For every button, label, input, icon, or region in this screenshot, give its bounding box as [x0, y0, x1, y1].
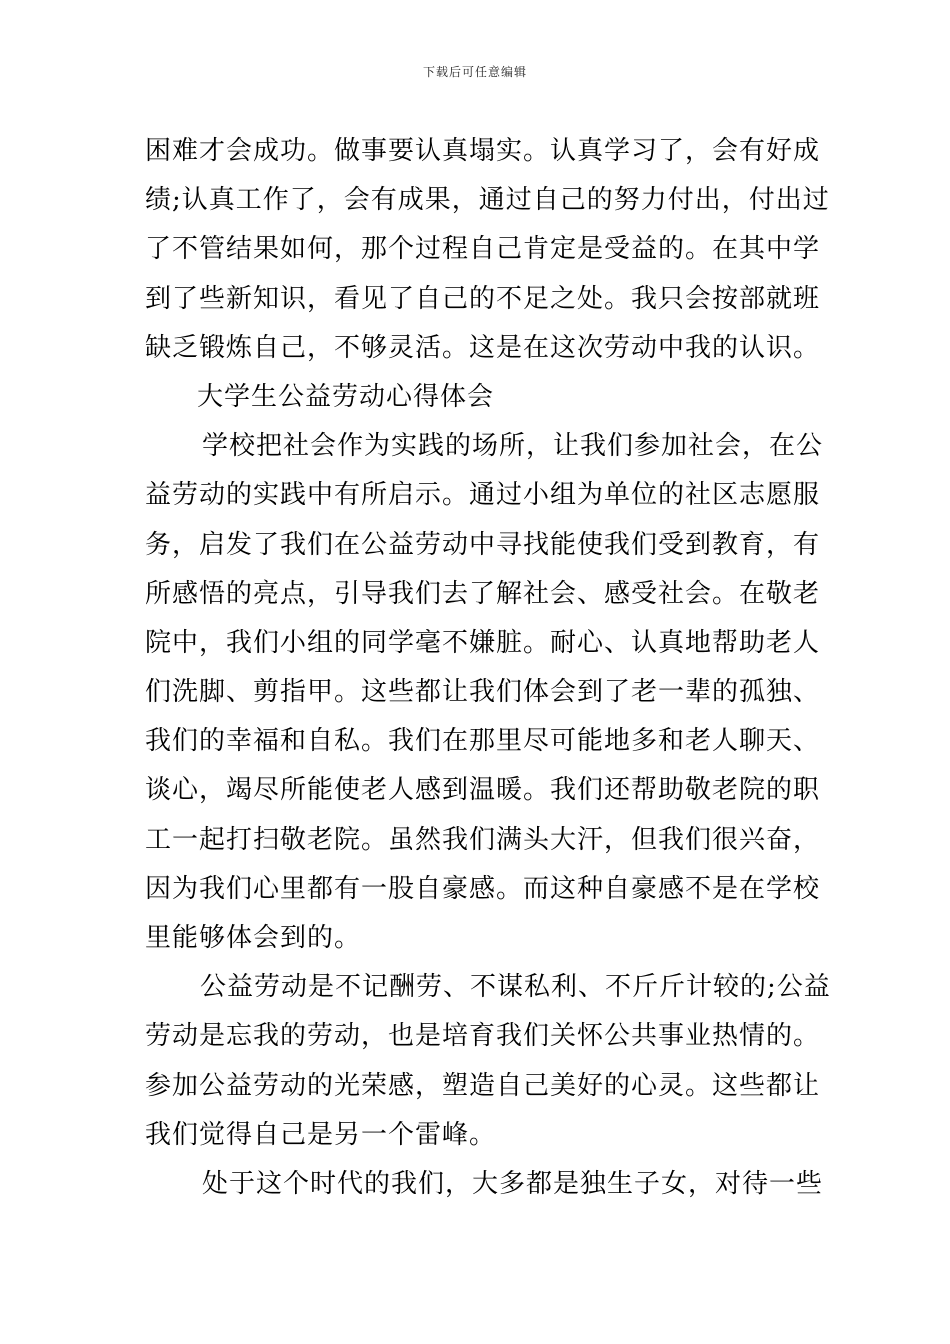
text-line: 们洗脚、剪指甲。这些都让我们体会到了老一辈的孤独、 — [145, 677, 821, 708]
text-line: 工一起打扫敬老院。虽然我们满头大汗，但我们很兴奋， — [145, 824, 821, 855]
text-line: 务，启发了我们在公益劳动中寻找能使我们受到教育，有 — [145, 529, 821, 560]
text-line: 了不管结果如何，那个过程自己肯定是受益的。在其中学 — [145, 234, 821, 265]
text-line: 因为我们心里都有一股自豪感。而这种自豪感不是在学校 — [145, 873, 821, 904]
text-line: 我们觉得自己是另一个雷峰。 — [145, 1119, 497, 1150]
text-line: 公益劳动是不记酬劳、不谋私利、不斤斤计较的;公益 — [200, 972, 831, 1003]
text-line: 所感悟的亮点，引导我们去了解社会、感受社会。在敬老 — [145, 578, 821, 609]
text-line: 困难才会成功。做事要认真塌实。认真学习了，会有好成 — [145, 136, 821, 166]
text-line: 到了些新知识，看见了自己的不足之处。我只会按部就班 — [145, 283, 821, 314]
text-line: 里能够体会到的。 — [145, 923, 362, 953]
text-line: 我们的幸福和自私。我们在那里尽可能地多和老人聊天、 — [145, 726, 821, 757]
text-line: 劳动是忘我的劳动，也是培育我们关怀公共事业热情的。 — [145, 1021, 821, 1052]
text-line: 益劳动的实践中有所启示。通过小组为单位的社区志愿服 — [145, 480, 821, 511]
text-line: 谈心，竭尽所能使老人感到温暖。我们还帮助敬老院的职 — [145, 775, 821, 806]
text-line: 参加公益劳动的光荣感，塑造自己美好的心灵。这些都让 — [145, 1070, 821, 1101]
section-title: 大学生公益劳动心得体会 — [197, 381, 495, 412]
text-line: 学校把社会作为实践的场所，让我们参加社会，在公 — [202, 431, 824, 462]
page-header: 下载后可任意编辑 — [422, 65, 527, 79]
text-line: 院中，我们小组的同学毫不嫌脏。耐心、认真地帮助老人 — [145, 627, 821, 658]
text-line: 缺乏锻炼自己，不够灵活。这是在这次劳动中我的认识。 — [145, 332, 821, 363]
text-line: 绩;认真工作了，会有成果，通过自己的努力付出，付出过 — [145, 185, 830, 216]
text-line: 处于这个时代的我们，大多都是独生子女，对待一些 — [202, 1168, 824, 1199]
document-body — [145, 127, 831, 1209]
